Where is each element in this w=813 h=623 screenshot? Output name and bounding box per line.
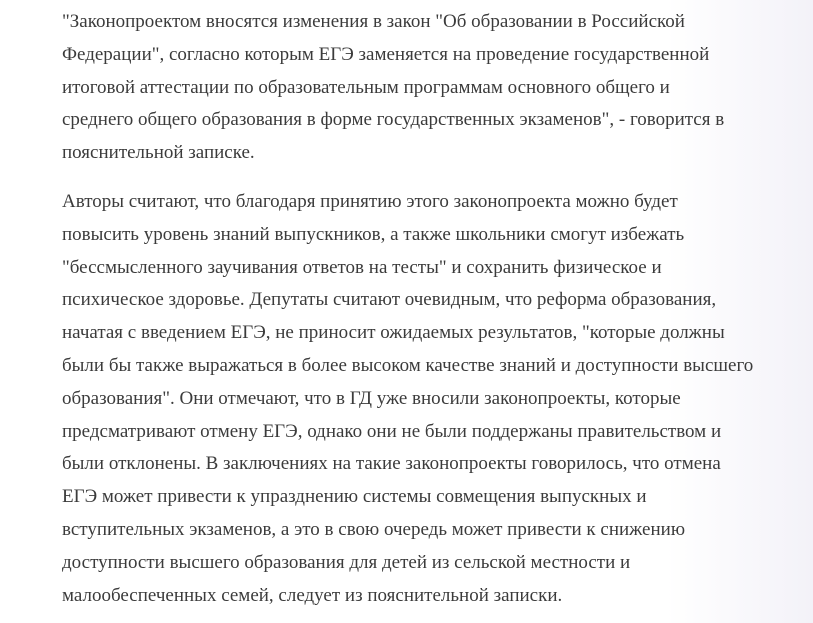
text-line: образования". Они отмечают, что в ГД уже вносили законопроекты, которые: [62, 387, 681, 409]
text-line: "бессмысленного заучивания ответов на тесты" и сохранить физическое и: [62, 256, 662, 278]
text-line: Федерации", согласно которым ЕГЭ заменяется на проведение государственной: [62, 43, 710, 65]
text-line: доступности высшего образования для детей из сельской местности и: [62, 551, 631, 573]
text-line: были отклонены. В заключениях на такие законопроекты говорилось, что отмена: [62, 453, 721, 475]
text-line: "Законопроектом вносятся изменения в закон "Об образовании в Российской: [62, 11, 685, 32]
text-line: предсматривают отмену ЕГЭ, однако они не были поддержаны правительством и: [62, 420, 722, 442]
paragraph-2: [62, 186, 810, 612]
text-line: психическое здоровье. Депутаты считают очевидным, что реформа образования,: [62, 289, 717, 311]
text-line: вступительных экзаменов, а это в свою очередь может привести к снижению: [62, 518, 686, 540]
text-line: итоговой аттестации по образовательным программам основного общего и: [62, 76, 670, 98]
text-line: Авторы считают, что благодаря принятию этого законопроекта можно будет: [62, 190, 678, 212]
text-line: были бы также выражаться в более высоком качестве знаний и доступности высшего: [62, 354, 754, 376]
article-body: [62, 6, 810, 612]
paragraph-1: [62, 6, 810, 170]
text-line: пояснительной записке.: [62, 142, 255, 164]
text-line: повысить уровень знаний выпускников, а также школьники смогут избежать: [62, 223, 685, 245]
text-line: начатая с введением ЕГЭ, не приносит ожидаемых результатов, "которые должны: [62, 322, 725, 344]
text-line: малообеспеченных семей, следует из пояснительной записки.: [62, 584, 563, 606]
text-line: ЕГЭ может привести к упразднению системы совмещения выпускных и: [62, 486, 647, 508]
text-line: среднего общего образования в форме государственных экзаменов", - говорится в: [62, 109, 725, 131]
